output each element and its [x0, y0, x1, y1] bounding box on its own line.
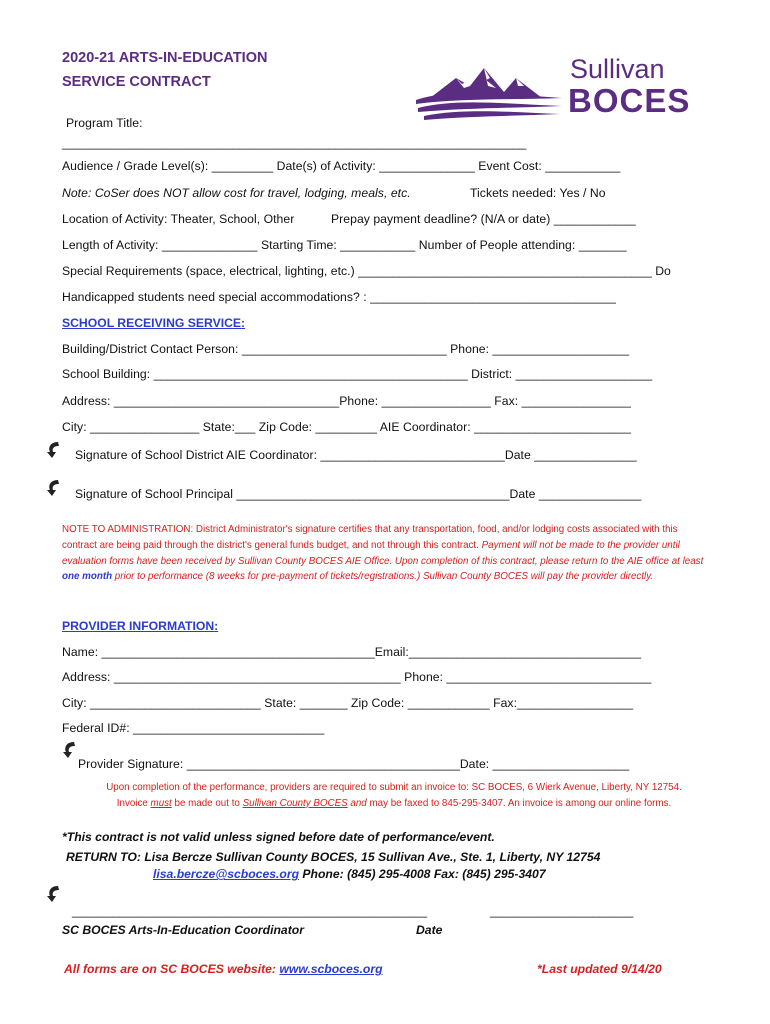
program-title-field[interactable]: ____________________________________________________________________	[62, 136, 527, 150]
contract-valid-note: *This contract is not valid unless signed before date of performance/event.	[62, 830, 495, 844]
contact-email-phone-line: lisa.bercze@scboces.org Phone: (845) 295-4008 Fax: (845) 295-3407	[153, 867, 546, 881]
school-building-line[interactable]: School Building: ______________________________________________ District: ____________________	[62, 367, 653, 381]
coordinator-label: SC BOCES Arts-In-Education Coordinator	[62, 923, 304, 937]
school-receiving-heading: SCHOOL RECEIVING SERVICE:	[62, 316, 246, 330]
aie-coordinator-signature-line[interactable]: Signature of School District AIE Coordinator: ___________________________Date _______________	[75, 448, 637, 462]
contact-email-link[interactable]: lisa.bercze@scboces.org	[153, 867, 300, 881]
coordinator-signature-field[interactable]: ____________________________________________________	[72, 904, 428, 918]
school-address-line[interactable]: Address: _________________________________Phone: ________________ Fax: ________________	[62, 394, 631, 408]
last-updated: *Last updated 9/14/20	[537, 962, 662, 976]
invoice-note-line2: Invoice must be made out to Sullivan County BOCES and may be faxed to 845-295-3407. An invoice is among our online forms.	[116, 797, 672, 809]
contact-person-line[interactable]: Building/District Contact Person: ______________________________ Phone: ____________________	[62, 342, 630, 356]
length-start-people-line[interactable]: Length of Activity: ______________ Starting Time: ___________ Number of People attending: _______	[62, 238, 627, 252]
tickets-needed-line[interactable]: Tickets needed: Yes / No	[470, 186, 606, 200]
sign-here-arrow-icon	[46, 440, 62, 460]
school-city-line[interactable]: City: ________________ State:___ Zip Code: _________ AIE Coordinator: _______________________	[62, 420, 632, 434]
mountain-logo-icon	[412, 48, 572, 128]
invoice-note	[64, 780, 724, 812]
logo-word-boces: BOCES	[568, 82, 691, 119]
form-title-line1: 2020-21 ARTS-IN-EDUCATION	[62, 50, 268, 66]
website-link[interactable]: www.scboces.org	[279, 962, 383, 976]
website-line: All forms are on SC BOCES website: www.scboces.org	[64, 962, 383, 976]
form-title-line2: SERVICE CONTRACT	[62, 74, 211, 90]
provider-signature-line[interactable]: Provider Signature: ________________________________________Date: ____________________	[78, 757, 630, 771]
sign-here-arrow-icon	[46, 884, 62, 904]
coser-note: Note: CoSer does NOT allow cost for travel, lodging, meals, etc.	[62, 186, 411, 200]
sign-here-arrow-icon	[46, 478, 62, 498]
provider-name-email-line[interactable]: Name: ________________________________________Email:__________________________________	[62, 645, 642, 659]
return-to-line: RETURN TO: Lisa Bercze Sullivan County BOCES, 15 Sullivan Ave., Ste. 1, Liberty, NY 12754	[66, 850, 601, 864]
audience-date-cost-line[interactable]: Audience / Grade Level(s): _________ Date(s) of Activity: ______________ Event Cost: ___________	[62, 159, 621, 173]
handicapped-line[interactable]: Handicapped students need special accommodations? : ____________________________________	[62, 290, 616, 304]
sign-here-arrow-icon	[62, 740, 78, 760]
sullivan-boces-logo	[412, 48, 722, 128]
date-label: Date	[416, 923, 443, 937]
special-requirements-line[interactable]: Special Requirements (space, electrical, lighting, etc.) ___________________________________________ Do	[62, 264, 671, 278]
invoice-note-line1: Upon completion of the performance, providers are required to submit an invoice to: SC BOCES, 6 Wierk Avenue, Liberty, NY 12754.	[106, 782, 682, 793]
provider-info-heading: PROVIDER INFORMATION:	[62, 619, 219, 633]
program-title-label: Program Title:	[66, 116, 143, 130]
location-line[interactable]: Location of Activity: Theater, School, Other	[62, 212, 295, 226]
prepay-deadline-line[interactable]: Prepay payment deadline? (N/A or date) ____________	[331, 212, 636, 226]
coordinator-date-field[interactable]: _____________________	[490, 904, 634, 918]
federal-id-line[interactable]: Federal ID#: ____________________________	[62, 721, 325, 735]
administration-note: NOTE TO ADMINISTRATION: District Administrator's signature certifies that any transportation, food, and/or lodging costs associated with this contract are being paid through the district's general funds budget, and not through this contract. Payment will not be made to the provider until evaluation forms have been received by Sullivan County BOCES AIE Office. Upon completion of this contract, please return to the AIE office at least one month prior to performance (8 weeks for pre-payment of tickets/registrations.) Sullivan County BOCES will pay the provider directly.	[62, 524, 704, 583]
provider-city-line[interactable]: City: _________________________ State: _______ Zip Code: ____________ Fax:_________________	[62, 696, 634, 710]
logo-word-sullivan: Sullivan	[570, 54, 665, 84]
provider-address-phone-line[interactable]: Address: __________________________________________ Phone: ______________________________	[62, 670, 652, 684]
principal-signature-line[interactable]: Signature of School Principal ________________________________________Date _______________	[75, 487, 642, 501]
